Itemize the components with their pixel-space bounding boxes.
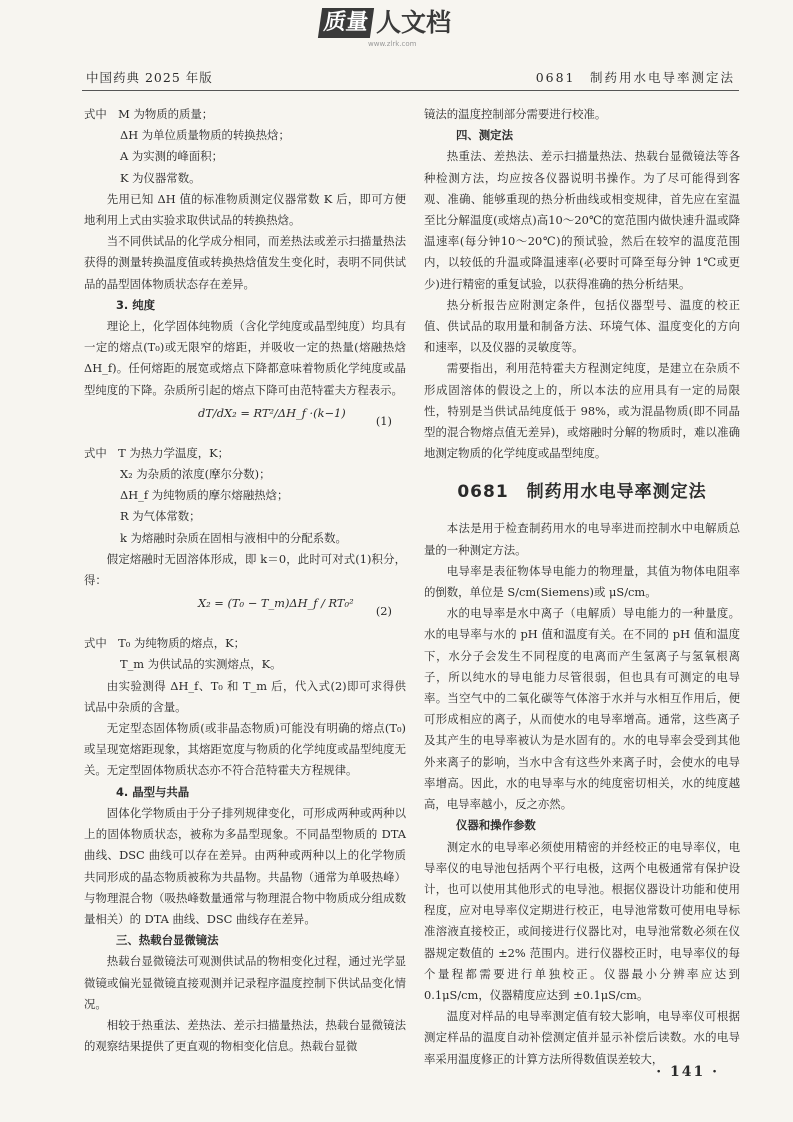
logo-mark: 质量 bbox=[318, 8, 374, 38]
left-column bbox=[84, 104, 406, 1057]
definition-line: 式中 T₀ 为纯物质的熔点，K； bbox=[84, 636, 245, 651]
definition-line: X₂ 为杂质的浓度(摩尔分数)； bbox=[120, 467, 271, 482]
section-heading-hot-stage: 三、热载台显微镜法 bbox=[116, 933, 219, 948]
equation-formula: X₂ = (T₀ − T_m)ΔH_f / RT₀² bbox=[198, 596, 354, 611]
paragraph: 无定型态固体物质(或非晶态物质)可能没有明确的熔点(T₀)或呈现宽熔距现象，其熔距宽度与物质的化学纯度或晶型纯度无关。无定型固体物质状态亦不符合范特霍夫方程规律。 bbox=[84, 721, 406, 778]
paragraph: 相较于热重法、差热法、差示扫描量热法，热载台显微镜法的观察结果提供了更直观的物相变化信息。热载台显微 bbox=[84, 1017, 406, 1054]
definition-line: K 为仪器常数。 bbox=[120, 170, 201, 185]
paragraph: 假定熔融时无固溶体形成，即 k＝0，此时可对式(1)积分，得： bbox=[84, 551, 406, 588]
logo-url: www.zlrk.com bbox=[368, 40, 417, 48]
equation-formula: dT/dX₂ = RT²/ΔH_f ·(k−1) bbox=[198, 405, 346, 420]
definition-line: R 为气体常数； bbox=[120, 509, 201, 524]
subheading-polymorph: 4. 晶型与共晶 bbox=[116, 784, 190, 799]
definition-line: T_m 为供试品的实测熔点，K。 bbox=[120, 657, 282, 672]
definition-line: k 为熔融时杂质在固相与液相中的分配系数。 bbox=[120, 530, 347, 545]
paragraph: 热载台显微镜法可观测供试品的物相变化过程，通过光学显微镜或偏光显微镜直接观测并记录程序温度控制下供试品变化情况。 bbox=[84, 954, 406, 1011]
definition-line: ΔH_f 为纯物质的摩尔熔融热焓； bbox=[120, 488, 289, 503]
paragraph: 需要指出，利用范特霍夫方程测定纯度，是建立在杂质不形成固溶体的假设之上的，所以本法的应用具有一定的局限性，特别是当供试品纯度低于 98%，或为混晶物质(即不同晶型的混合物熔点值无差异)，或熔融时分解的物质时，难以准确地测定物质的化学纯度或晶型纯度。 bbox=[424, 361, 740, 461]
section-title: 0681 制药用水电导率测定法 bbox=[457, 482, 707, 503]
paragraph: 当不同供试品的化学成分相同，而差热法或差示扫描量热法获得的测量转换温度值或转换热焓值发生变化时，表明不同供试品的晶型固体物质状态存在差异。 bbox=[84, 234, 406, 291]
paragraph: 由实验测得 ΔH_f、T₀ 和 T_m 后，代入式(2)即可求得供试品中杂质的含量。 bbox=[84, 678, 406, 714]
paragraph: 水的电导率是水中离子（电解质）导电能力的一种量度。水的电导率与水的 pH 值和温度有关。在不同的 pH 值和温度下，水分子会发生不同程度的电离而产生氢离子与氢氧根离子，所以纯水的导电能力尽管很弱，但也具有可测定的电导率。当空气中的二氧化碳等气体溶于水并与水相互作用后，便可形成相应的离子，从而使水的电导率增高。通常，这些离子及其产生的电导率被认为是水固有的。水的电导率会受到其他外来离子的影响，当水中含有这些外来离子时，会使水的电导率增高。因此，水的电导率与水的纯度密切相关，水的纯度越高，电导率越小，反之亦然。 bbox=[424, 606, 740, 812]
subheading-purity: 3. 纯度 bbox=[116, 297, 155, 312]
definition-line: ΔH 为单位质量物质的转换热焓； bbox=[120, 128, 290, 143]
paragraph: 热重法、差热法、差示扫描量热法、热载台显微镜法等各种检测方法，均应按各仪器说明书操作。为了尽可能得到客观、准确、能够重现的热分析曲线或相变规律，首先应在室温至比分解温度(或熔点)高10～20℃的宽范围内做快速升温或降温速率(每分钟10～20℃)的预试验，然后在较窄的温度范围内，以较低的升温或降温速率(必要时可降至每分钟 1℃或更少)进行精密的重复试验，以获得准确的热分析结果。 bbox=[424, 149, 740, 291]
subheading-instrument: 仪器和操作参数 bbox=[456, 818, 536, 833]
definition-line: 式中 T 为热力学温度，K； bbox=[84, 445, 230, 460]
definition-line: A 为实测的峰面积； bbox=[120, 149, 223, 164]
logo-text: 人文档 bbox=[376, 8, 452, 37]
running-header-left: 中国药典 2025 年版 bbox=[86, 70, 213, 85]
running-header-right: 0681 制药用水电导率测定法 bbox=[535, 70, 735, 85]
header-rule bbox=[82, 90, 739, 91]
paragraph: 本法是用于检查制药用水的电导率进而控制水中电解质总量的一种测定方法。 bbox=[424, 521, 740, 557]
site-logo bbox=[320, 8, 451, 38]
right-column bbox=[424, 104, 740, 1070]
paragraph: 测定水的电导率必须使用精密的并经校正的电导率仪，电导率仪的电导池包括两个平行电极，这两个电极通常有保护设计，也可以使用其他形式的电导池。根据仪器设计功能和使用程度，应对电导率仪定期进行校正，电导池常数可使用电导标准溶液直接校正，或间接进行仪器比对，电导池常数必须在仪器规定数值的 ±2% 范围内。进行仪器校正时，电导率仪的每个量程都需要进行单独校正。仪器最小分辨率应达到 0.1μS/cm，仪器精度应达到 ±0.1μS/cm。 bbox=[424, 839, 740, 1002]
equation-number: (2) bbox=[375, 604, 392, 619]
paragraph: 温度对样品的电导率测定值有较大影响，电导率仪可根据测定样品的温度自动补偿测定值并显示补偿后读数。水的电导率采用温度修正的计算方法所得数值误差较大， bbox=[424, 1009, 740, 1066]
equation-number: (1) bbox=[375, 413, 392, 428]
equation-1 bbox=[84, 401, 406, 443]
paragraph: 先用已知 ΔH 值的标准物质测定仪器常数 K 后，即可方便地利用上式由实验求取供试品的转换热焓。 bbox=[84, 191, 406, 228]
equation-2 bbox=[84, 591, 406, 633]
paragraph: 热分析报告应附测定条件，包括仪器型号、温度的校正值、供试品的取用量和制备方法、环境气体、温度变化的方向和速率，以及仪器的灵敏度等。 bbox=[424, 297, 740, 355]
paragraph: 电导率是表征物体导电能力的物理量，其值为物体电阻率的倒数，单位是 S/cm(Siemens)或 μS/cm。 bbox=[424, 563, 740, 600]
paragraph: 镜法的温度控制部分需要进行校准。 bbox=[424, 107, 607, 121]
paragraph: 固体化学物质由于分子排列规律变化，可形成两种或两种以上的固体物质状态，被称为多晶型现象。不同晶型物质的 DTA 曲线、DSC 曲线可以存在差异。由两种或两种以上的化学物质共同形成的晶态物质被称为共晶物。共晶物（通常为单吸热峰）与物理混合物（吸热峰数量通常与物理混合物中物质成分组成数量相关）的 DTA 曲线、DSC 曲线存在差异。 bbox=[84, 805, 406, 926]
page-number: · 141 · bbox=[656, 1064, 719, 1080]
section-heading-method: 四、测定法 bbox=[456, 128, 513, 143]
paragraph: 理论上，化学固体纯物质（含化学纯度或晶型纯度）均具有一定的熔点(T₀)或无限窄的熔距，并吸收一定的热量(熔融热焓 ΔH_f)。任何熔距的展宽或熔点下降都意味着物质化学纯度或晶型纯度的下降。杂质所引起的熔点下降可由范特霍夫方程表示。 bbox=[84, 319, 406, 397]
definition-line: 式中 M 为物质的质量； bbox=[84, 107, 214, 121]
